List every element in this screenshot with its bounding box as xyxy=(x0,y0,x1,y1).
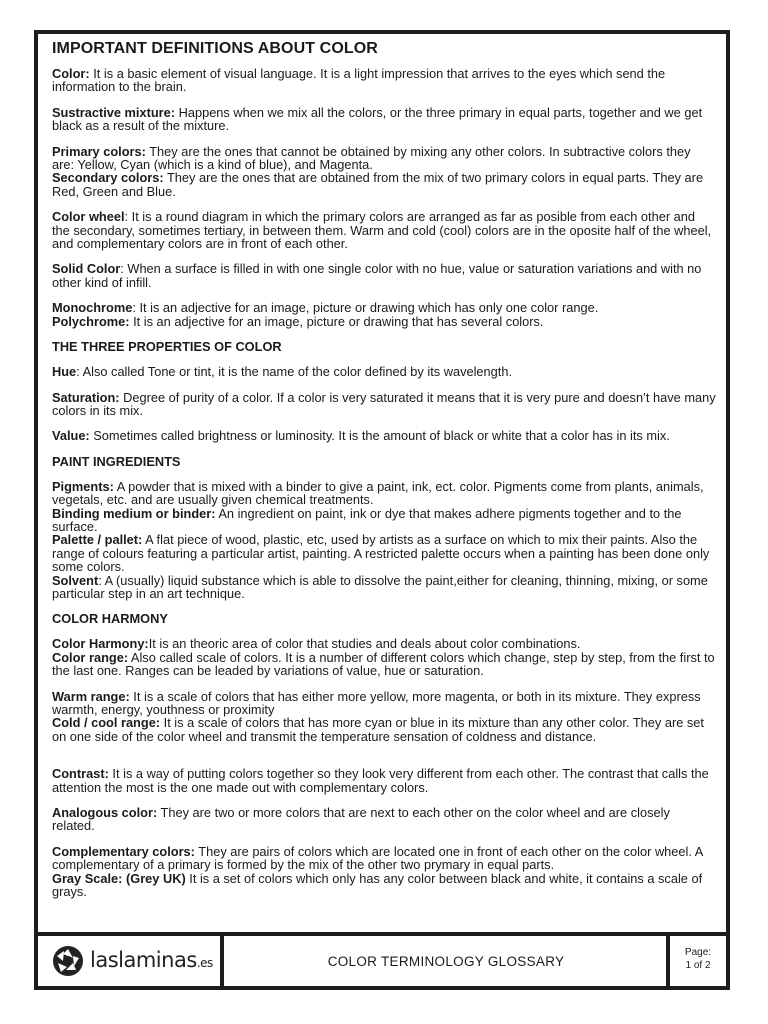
section-heading-properties: THE THREE PROPERTIES OF COLOR xyxy=(52,339,282,355)
term: Cold / cool range: xyxy=(52,715,161,731)
definition: It is a scale of colors that has either more yellow, more magenta, or both in its mixture. They express warmth, energy, youthness or proximity xyxy=(52,688,701,717)
term: Secondary colors: xyxy=(52,170,164,186)
definition: : Also called Tone or tint, it is the name of the color defined by its wavelength. xyxy=(76,364,513,380)
definition: : When a surface is filled in with one single color with no hue, value or saturation variations and with no other kind of infill. xyxy=(52,261,702,290)
definition: Degree of purity of a color. If a color is very saturated it means that it is very pure and doesn’t have many colors in its mix. xyxy=(52,389,716,418)
term: Color: xyxy=(52,66,90,81)
section-heading-harmony: COLOR HARMONY xyxy=(52,611,168,627)
definition-harmony-range xyxy=(52,637,716,677)
definition-complementary-gray xyxy=(52,845,716,899)
definition-color-wheel xyxy=(52,210,716,250)
definition: It is a basic element of visual language. It is a light impression that arrives to the eyes which send the information to the brain. xyxy=(52,66,666,95)
term: Gray Scale: (Grey UK) xyxy=(52,870,186,886)
definition: It is an theoric area of color that studies and deals about color combinations. xyxy=(148,636,581,652)
page-indicator xyxy=(666,936,726,986)
definition: It is a way of putting colors together so they look very different from each other. The contrast that calls the attention the most is the one made out with complementary colors. xyxy=(52,766,709,795)
term: Palette / pallet: xyxy=(52,532,143,548)
term: Contrast: xyxy=(52,766,109,782)
definition-mono-poly xyxy=(52,301,716,328)
definition: Sometimes called brightness or luminosity. It is the amount of black or white that a color has in its mix. xyxy=(89,428,670,444)
term: Color wheel xyxy=(52,209,125,225)
definition: It is a set of colors which only has any color between black and white, it contains a scale of grays. xyxy=(52,870,703,900)
term: Monochrome xyxy=(52,300,133,316)
definition-saturation xyxy=(52,391,716,418)
section-heading-paint: PAINT INGREDIENTS xyxy=(52,453,181,469)
term: Sustractive mixture: xyxy=(52,104,176,120)
term: Hue xyxy=(52,364,77,380)
content xyxy=(52,40,716,910)
definition: They are the ones that cannot be obtained by mixing any other colors. In subtractive colors they are: Yellow, Cyan (which is a kind of blue), and Magenta. xyxy=(52,143,691,173)
page-frame xyxy=(34,30,730,990)
term: Color Harmony: xyxy=(52,636,149,652)
definition-primary-secondary xyxy=(52,145,716,199)
definition: Happens when we mix all the colors, or the three primary in equal parts, together and we get black as a result of the mixture. xyxy=(52,104,703,134)
logo-text xyxy=(90,948,213,972)
definition: : A (usually) liquid substance which is able to dissolve the paint,either for cleaning, thinning, mixing, or some particular step in an art technique. xyxy=(52,572,708,601)
term: Pigments: xyxy=(52,478,114,494)
definition: It is an adjective for an image, picture or drawing that has several colors. xyxy=(129,313,544,329)
definition-solid-color xyxy=(52,262,716,289)
logo xyxy=(38,936,224,986)
term: Color range: xyxy=(52,649,129,665)
term: Warm range: xyxy=(52,688,130,704)
document-title: COLOR TERMINOLOGY GLOSSARY xyxy=(327,953,565,969)
definition: They are pairs of colors which are located one in front of each other on the color wheel. A complementary of a primary is formed by the mix of the other two prymary in equal parts. xyxy=(52,843,703,873)
page-title: IMPORTANT DEFINITIONS ABOUT COLOR xyxy=(52,40,378,57)
definition: They are two or more colors that are next to each other on the color wheel and are closely related. xyxy=(52,805,670,834)
term: Complementary colors: xyxy=(52,843,195,859)
term: Primary colors: xyxy=(52,143,146,159)
term: Saturation: xyxy=(52,389,120,405)
logo-suffix: .es xyxy=(196,956,213,970)
definition: : It is an adjective for an image, picture or drawing which has only one color range. xyxy=(132,300,599,316)
term: Value: xyxy=(52,428,90,444)
definition-analogous xyxy=(52,806,716,833)
term: Binding medium or binder: xyxy=(52,505,216,521)
definition-warm-cold xyxy=(52,690,716,744)
definition: A powder that is mixed with a binder to give a paint, ink, ect. color. Pigments come from plants, animals, vegetals, etc. and are usually given chemical treatments. xyxy=(52,478,704,508)
definition: They are the ones that are obtained from the mix of two primary colors in equal parts. They are Red, Green and Blue. xyxy=(52,170,704,199)
page-label: Page: xyxy=(684,947,712,958)
definition-color xyxy=(52,67,716,94)
term: Analogous color: xyxy=(52,805,158,821)
definition-value xyxy=(52,429,716,442)
term: Solvent xyxy=(52,572,99,588)
definition: An ingredient on paint, ink or dye that makes adhere pigments together and to the surface. xyxy=(52,505,682,534)
term: Solid Color xyxy=(52,261,121,277)
definition-hue xyxy=(52,365,716,378)
footer xyxy=(38,932,726,986)
page-number: 1 of 2 xyxy=(685,960,711,971)
definition-paint-ingredients xyxy=(52,480,716,601)
definition: Also called scale of colors. It is a number of different colors which change, step by step, from the first to the last one. Ranges can be leaded by variations of value, hue or saturation. xyxy=(52,649,715,679)
aperture-logo-icon xyxy=(52,945,84,977)
term: Polychrome: xyxy=(52,313,130,329)
definition: A flat piece of wood, plastic, etc, used by artists as a surface on which to mix their paints. Also the range of colours featuring a particular artist, painting. A restricted palette occurs when a painting has been done only some colors. xyxy=(52,532,710,575)
definition-subtractive xyxy=(52,106,716,133)
definition: : It is a round diagram in which the primary colors are arranged as far as posible from each other and the secondary, sometimes tertiary, in between them. Warm and cold (cool) colors are in the oposite half of the wheel, and complementary colors are in front of each other. xyxy=(52,209,712,252)
definition: It is a scale of colors that has more cyan or blue in its mixture than any other color. They are set on one side of the color wheel and transmit the temperature sensation of coldness and distance. xyxy=(52,715,704,744)
definition-contrast xyxy=(52,767,716,794)
logo-main: laslaminas xyxy=(90,948,197,972)
